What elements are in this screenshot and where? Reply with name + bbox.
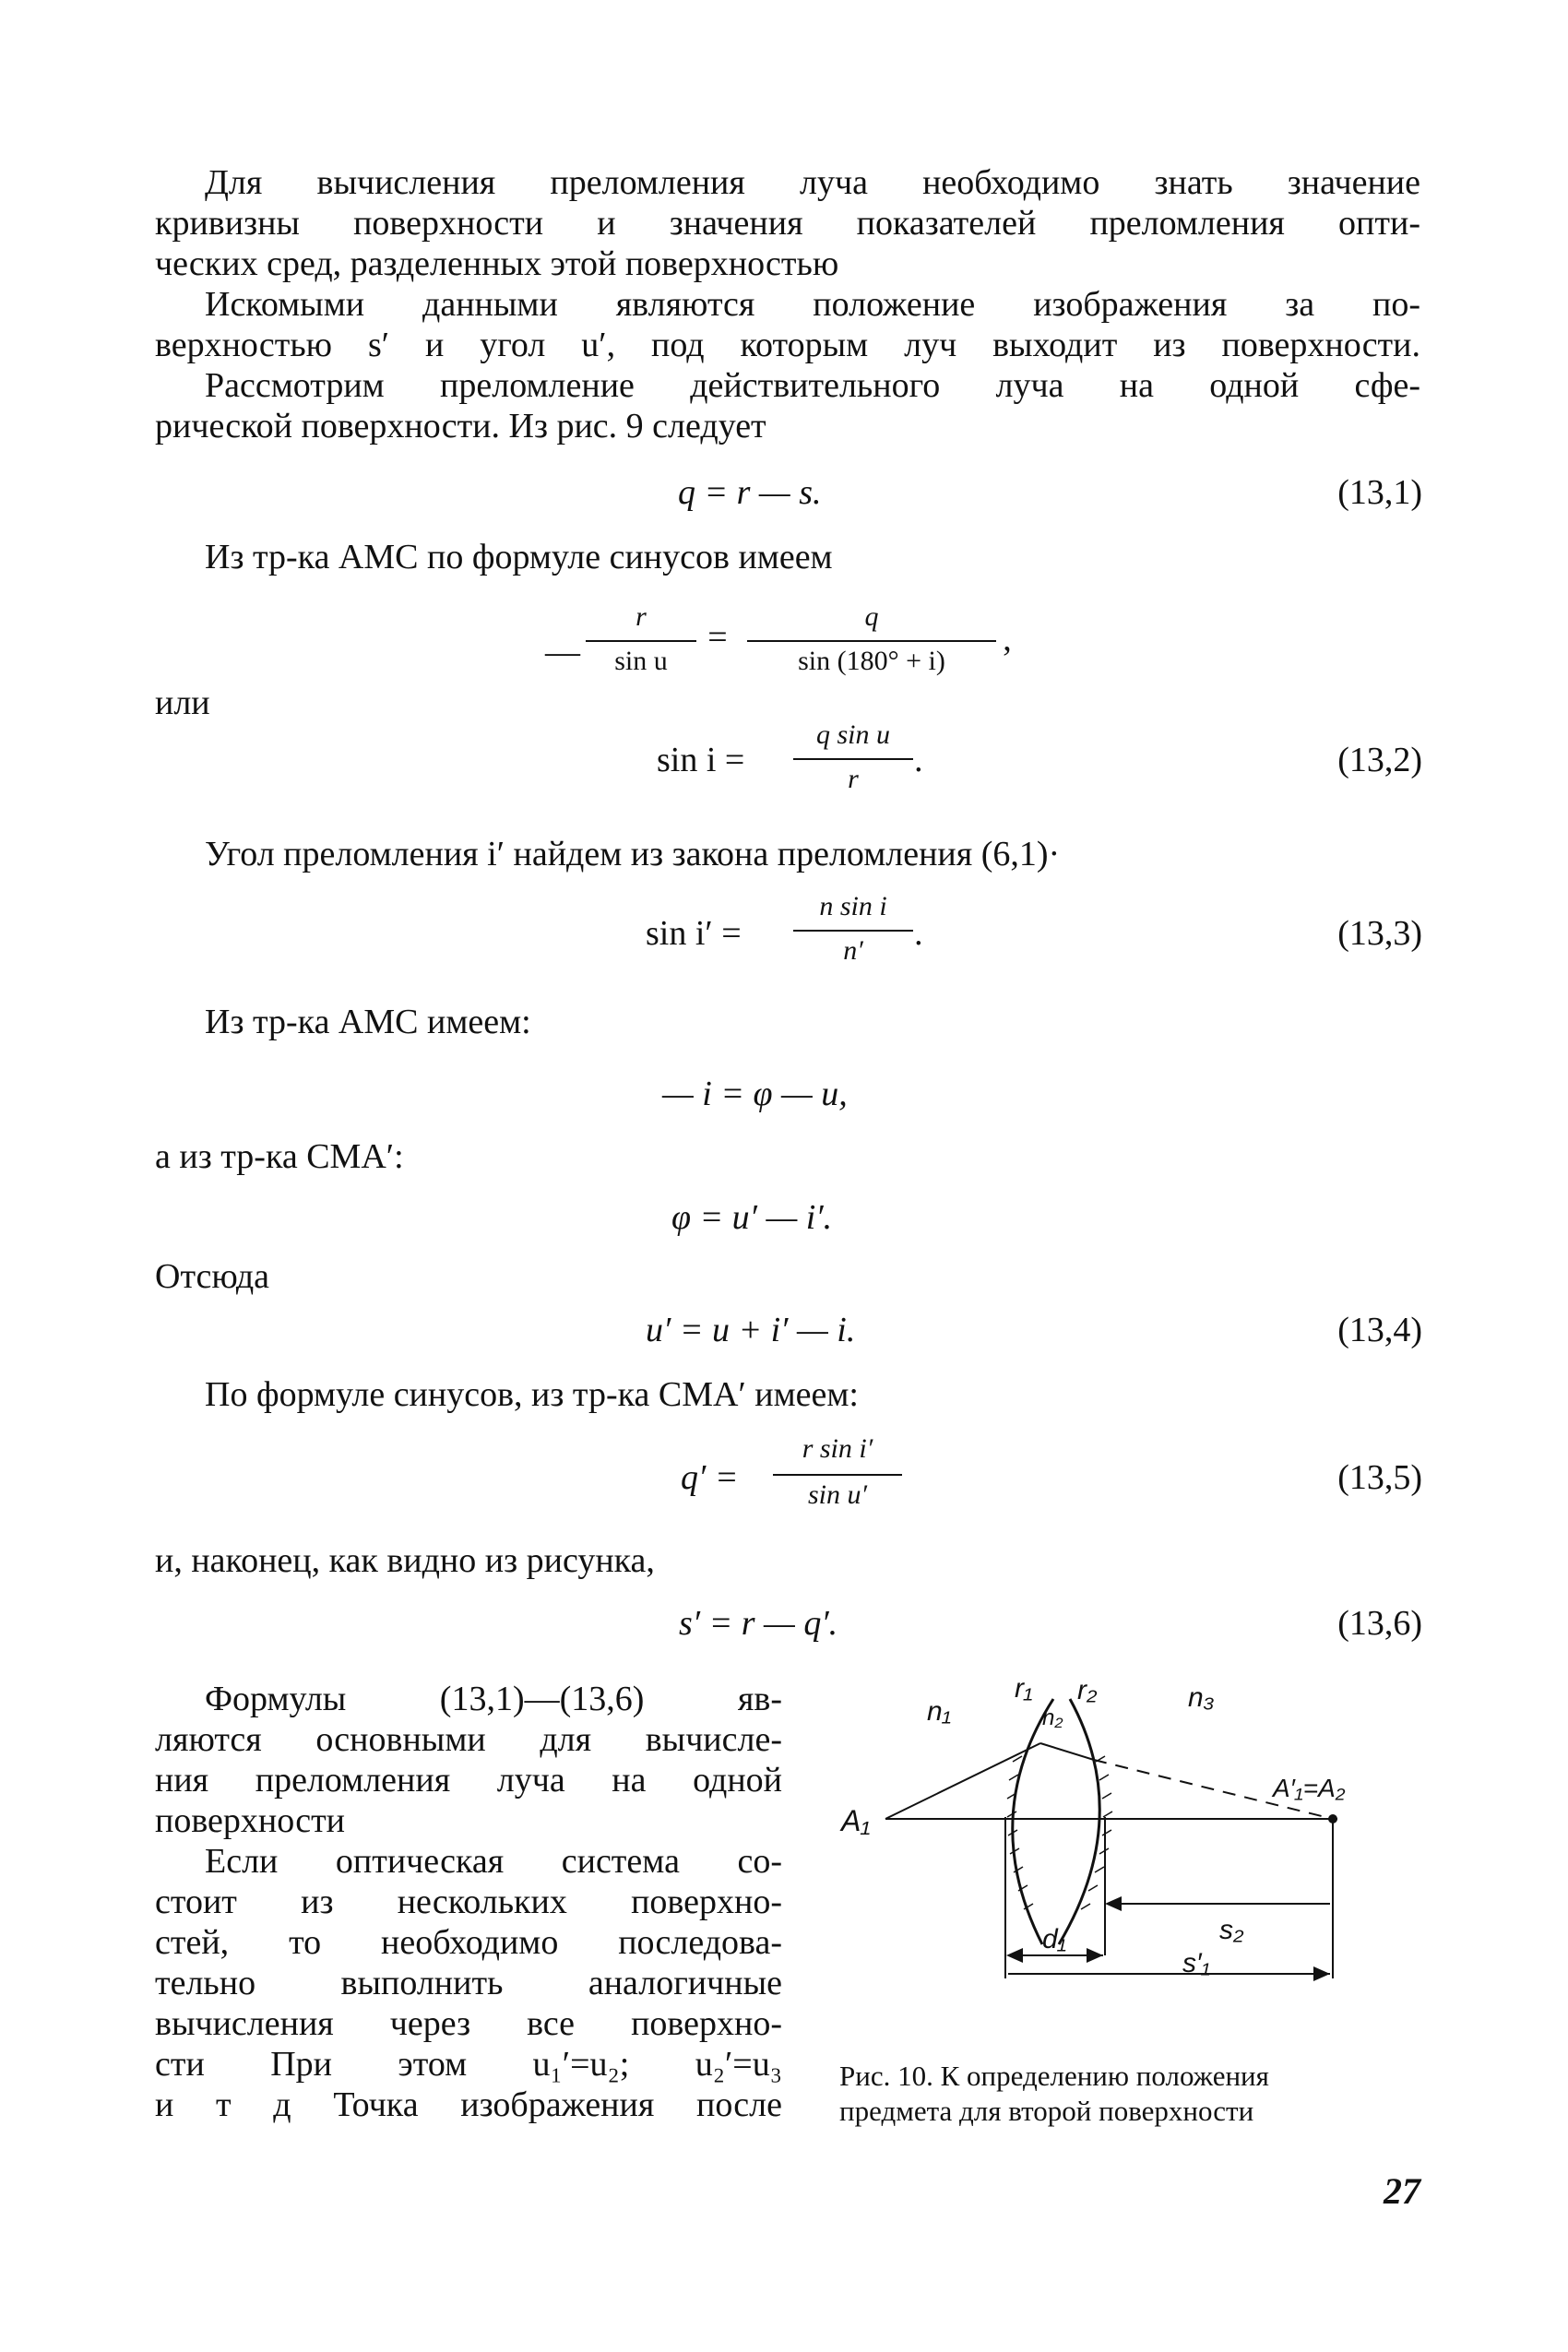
label-s1-prime: s′₁ bbox=[1182, 1948, 1211, 1978]
equation-13-3-denominator: n′ bbox=[843, 935, 863, 966]
text-sine-rule-cma: По формуле синусов, из тр-ка CMA′ имеем: bbox=[205, 1375, 859, 1414]
text-from-amc: Из тр-ка AMC имеем: bbox=[205, 1003, 531, 1041]
column-text-2-line-2: стоит из нескольких поверхно- bbox=[155, 1883, 782, 1921]
equation-13-5-lhs: q′ = bbox=[681, 1458, 739, 1497]
sine-rule-equals: = bbox=[707, 618, 728, 657]
equation-13-5-numerator: r sin i′ bbox=[802, 1433, 873, 1464]
equation-13-5-denominator: sin u′ bbox=[807, 1479, 868, 1510]
equation-13-5-fraction-bar bbox=[773, 1474, 902, 1476]
column-text-1-line-4: поверхности bbox=[155, 1801, 346, 1840]
text-or: или bbox=[155, 683, 210, 722]
text-finally: и, наконец, как видно из рисунка, bbox=[155, 1541, 655, 1580]
equation-13-2-denominator: r bbox=[848, 764, 859, 794]
sine-rule-comma: , bbox=[1003, 620, 1012, 659]
equation-phi: φ = u′ — i′. bbox=[671, 1198, 833, 1237]
label-r1: r₁ bbox=[1015, 1679, 1033, 1704]
column-text-2-line-5: вычисления через все поверхно- bbox=[155, 2004, 782, 2043]
paragraph-3-line-1: Рассмотрим преломление действительного луча на одной сфе- bbox=[205, 366, 1420, 405]
equation-number-13-2: (13,2) bbox=[1337, 741, 1422, 779]
label-s2: s₂ bbox=[1219, 1915, 1244, 1945]
paragraph-2-line-1: Искомыми данными являются положение изображения за по- bbox=[205, 285, 1420, 324]
equation-13-2-dot: . bbox=[915, 741, 924, 779]
equation-13-2-lhs: sin i = bbox=[657, 741, 745, 779]
paragraph-2-line-2: верхностью s′ и угол u′, под которым луч выходит из поверхности. bbox=[155, 326, 1420, 364]
label-A1-prime-equals-A2: A′₁=A₂ bbox=[1273, 1774, 1346, 1802]
sine-rule-right-fraction-bar bbox=[747, 640, 996, 642]
paragraph-1-line-1: Для вычисления преломления луча необходимо знать значение bbox=[205, 163, 1420, 202]
sine-rule-left-denominator: sin u bbox=[614, 646, 668, 676]
page-number: 27 bbox=[1384, 2170, 1420, 2212]
equation-13-3-fraction-bar bbox=[793, 930, 913, 932]
equation-13-4: u′ = u + i′ — i. bbox=[646, 1311, 856, 1349]
label-n2: n₂ bbox=[1042, 1705, 1063, 1730]
label-n1: n₁ bbox=[927, 1696, 952, 1727]
column-text-2-line-4: тельно выполнить аналогичные bbox=[155, 1964, 782, 2002]
column-text-1-line-1: Формулы (13,1)—(13,6) яв- bbox=[205, 1680, 782, 1718]
text-from-cma: а из тр-ка CMA′: bbox=[155, 1137, 404, 1176]
sine-rule-right-numerator: q bbox=[864, 601, 879, 632]
lens-surface-2 bbox=[1059, 1699, 1099, 1944]
lens-surface-1 bbox=[1013, 1699, 1053, 1944]
equation-13-1: q = r — s. bbox=[678, 473, 822, 512]
column-text-2-line-7: и т д Точка изображения после bbox=[155, 2085, 782, 2124]
sine-rule-left-numerator: r bbox=[636, 601, 647, 632]
label-d1: d₁ bbox=[1042, 1924, 1067, 1954]
equation-13-3-numerator: n sin i bbox=[819, 891, 887, 921]
equation-number-13-3: (13,3) bbox=[1337, 914, 1422, 953]
equation-13-2-numerator: q sin u bbox=[815, 719, 890, 750]
equation-13-6: s′ = r — q′. bbox=[679, 1604, 838, 1643]
equation-number-13-6: (13,6) bbox=[1337, 1604, 1422, 1643]
paragraph-3-line-2: рической поверхности. Из рис. 9 следует bbox=[155, 407, 766, 445]
paragraph-1-line-2: кривизны поверхности и значения показателей преломления опти- bbox=[155, 204, 1420, 243]
label-r2: r₂ bbox=[1077, 1679, 1098, 1705]
label-n3: n₃ bbox=[1188, 1682, 1215, 1713]
equation-13-2-fraction-bar bbox=[793, 758, 913, 760]
equation-number-13-4: (13,4) bbox=[1337, 1311, 1422, 1349]
sine-rule-dash: — bbox=[545, 633, 580, 671]
figure-caption-line-1: Рис. 10. К определению положения bbox=[839, 2060, 1269, 2092]
equation-13-3-dot: . bbox=[915, 914, 924, 953]
column-text-1-line-2: ляются основными для вычисле- bbox=[155, 1720, 782, 1759]
sine-rule-left-fraction-bar bbox=[586, 640, 696, 642]
figure-10-lens-diagram bbox=[821, 1679, 1420, 2048]
label-A1: A₁ bbox=[841, 1804, 871, 1837]
equation-number-13-5: (13,5) bbox=[1337, 1458, 1422, 1497]
text-refraction-angle: Угол преломления i′ найдем из закона преломления (6,1)· bbox=[205, 835, 1061, 873]
column-text-2-line-6: сти При этом u₁′=u₂; u₂′=u₃ bbox=[155, 2045, 782, 2084]
figure-caption-line-2: предмета для второй поверхности bbox=[839, 2095, 1254, 2127]
column-text-2-line-1: Если оптическая система со- bbox=[205, 1842, 782, 1881]
equation-i-phi: — i = φ — u, bbox=[662, 1075, 848, 1113]
paragraph-1-line-3: ческих сред, разделенных этой поверхностью bbox=[155, 244, 839, 283]
column-text-1-line-3: ния преломления луча на одной bbox=[155, 1761, 782, 1800]
text-hence: Отсюда bbox=[155, 1257, 270, 1296]
sine-rule-right-denominator: sin (180° + i) bbox=[798, 646, 945, 676]
equation-number-13-1: (13,1) bbox=[1337, 473, 1422, 512]
column-text-2-line-3: стей, то необходимо последова- bbox=[155, 1923, 782, 1962]
ray-in-lens bbox=[1040, 1743, 1094, 1760]
text-sine-rule-intro: Из тр-ка AMC по формуле синусов имеем bbox=[205, 538, 833, 576]
equation-13-3-lhs: sin i′ = bbox=[646, 914, 742, 953]
